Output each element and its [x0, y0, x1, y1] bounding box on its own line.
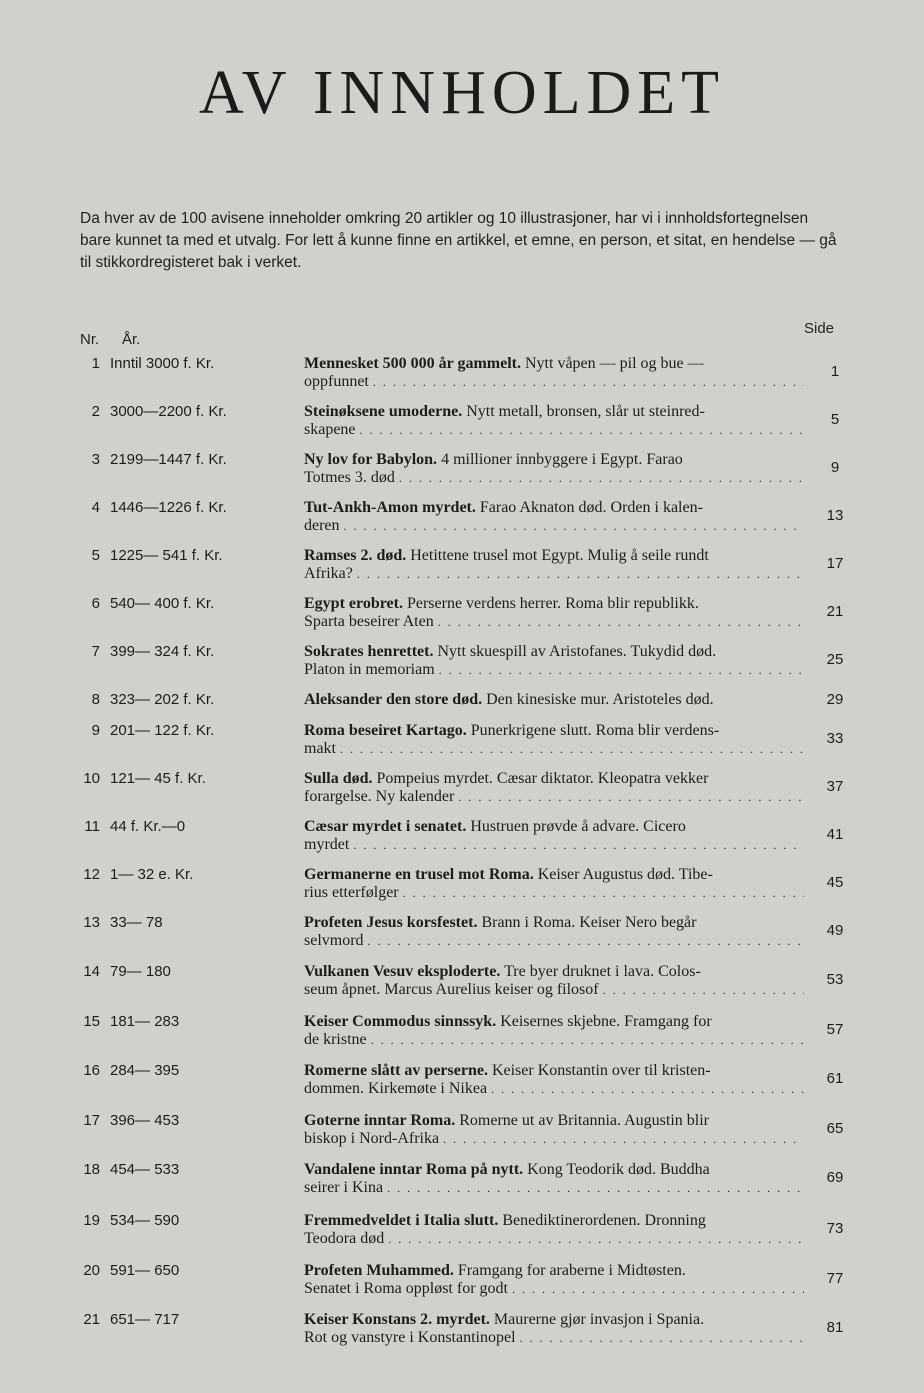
entry-page-number: 29 — [826, 691, 844, 708]
entry-number: 16 — [83, 1062, 100, 1079]
entry-description: Den kinesiske mur. Aristoteles død. — [482, 691, 714, 708]
entry-year: 284— 395 — [110, 1062, 180, 1079]
column-header-year: År. — [122, 331, 141, 348]
entry-line-1 — [304, 355, 804, 373]
entry-number: 11 — [84, 818, 100, 835]
leader-dots — [520, 1329, 804, 1347]
entry-number: 4 — [91, 499, 100, 516]
entry-description: Kong Teodorik død. Buddha — [523, 1161, 710, 1178]
toc-entry — [0, 355, 924, 403]
entry-line-1 — [304, 1161, 804, 1179]
entry-page-number: 61 — [826, 1070, 844, 1087]
entry-line-2 — [304, 1329, 804, 1347]
entry-line-1 — [304, 451, 804, 469]
entry-line-1 — [304, 403, 804, 421]
entry-text — [304, 1062, 804, 1098]
toc-entry — [0, 403, 924, 451]
entry-headline: Ramses 2. død. — [304, 547, 407, 564]
toc-entry — [0, 499, 924, 547]
toc-entry — [0, 866, 924, 914]
entry-number: 14 — [83, 963, 100, 980]
entry-line-1 — [304, 866, 804, 884]
leader-dots — [439, 661, 804, 679]
entry-text — [304, 691, 804, 709]
entry-description: Punerkrigene slutt. Roma blir verdens- — [466, 722, 720, 739]
entry-year: Inntil 3000 f. Kr. — [110, 355, 215, 372]
entry-page-number: 77 — [826, 1270, 844, 1287]
entry-continuation: Afrika? — [304, 565, 353, 582]
entry-headline: Tut-Ankh-Amon myrdet. — [304, 499, 476, 516]
leader-dots — [388, 1230, 804, 1248]
entry-number: 6 — [91, 595, 100, 612]
entry-number: 12 — [83, 866, 100, 883]
entry-year: 2199—1447 f. Kr. — [110, 451, 227, 468]
entry-line-1 — [304, 963, 804, 981]
entry-line-2 — [304, 884, 804, 902]
entry-line-1 — [304, 547, 804, 565]
entry-line-2 — [304, 1031, 804, 1049]
entry-line-2 — [304, 740, 804, 758]
entry-line-1 — [304, 1112, 804, 1130]
toc-entry — [0, 1262, 924, 1310]
entry-headline: Sulla død. — [304, 770, 373, 787]
entry-page-number: 73 — [826, 1220, 844, 1237]
toc-entry — [0, 1161, 924, 1209]
entry-continuation: Platon in memoriam — [304, 661, 435, 678]
entry-page-number: 1 — [830, 363, 840, 380]
entry-page-number: 45 — [826, 874, 844, 891]
entry-year: 651— 717 — [110, 1311, 180, 1328]
leader-dots — [353, 836, 804, 854]
entry-page-number: 49 — [826, 922, 844, 939]
entry-headline: Sokrates henrettet. — [304, 643, 434, 660]
entry-description: Keiser Augustus død. Tibe- — [533, 866, 713, 883]
entry-headline: Vandalene inntar Roma på nytt. — [304, 1161, 524, 1178]
column-header-page: Side — [804, 320, 835, 337]
entry-line-2 — [304, 613, 804, 631]
entry-page-number: 69 — [826, 1169, 844, 1186]
entry-text — [304, 547, 804, 583]
toc-entry — [0, 818, 924, 866]
entry-line-1 — [304, 1062, 804, 1080]
entry-page-number: 41 — [826, 826, 844, 843]
entry-description: Nytt våpen — pil og bue — — [521, 355, 704, 372]
entry-continuation: seum åpnet. Marcus Aurelius keiser og filosof — [304, 981, 599, 998]
entry-continuation: dommen. Kirkemøte i Nikea — [304, 1080, 488, 1097]
entry-headline: Vulkanen Vesuv eksploderte. — [304, 963, 501, 980]
entry-text — [304, 643, 804, 679]
entry-year: 591— 650 — [110, 1262, 180, 1279]
entry-line-1 — [304, 1311, 804, 1329]
entry-description: 4 millioner innbyggere i Egypt. Farao — [437, 451, 683, 468]
entry-number: 20 — [83, 1262, 100, 1279]
entry-headline: Roma beseiret Kartago. — [304, 722, 467, 739]
leader-dots — [512, 1280, 804, 1298]
toc-entry — [0, 451, 924, 499]
entry-line-1 — [304, 1013, 804, 1031]
toc-entry — [0, 770, 924, 818]
entry-number: 21 — [83, 1311, 100, 1328]
entry-year: 399— 324 f. Kr. — [110, 643, 215, 660]
entry-line-2 — [304, 1130, 804, 1148]
leader-dots — [373, 373, 804, 391]
leader-dots — [357, 565, 804, 583]
entry-text — [304, 770, 804, 806]
entry-year: 540— 400 f. Kr. — [110, 595, 215, 612]
entry-year: 181— 283 — [110, 1013, 180, 1030]
leader-dots — [344, 517, 804, 535]
entry-description: Perserne verdens herrer. Roma blir republikk. — [402, 595, 699, 612]
entry-number: 19 — [83, 1212, 100, 1229]
entry-number: 9 — [91, 722, 100, 739]
entry-headline: Profeten Jesus korsfestet. — [304, 914, 478, 931]
entry-year: 1— 32 e. Kr. — [110, 866, 194, 883]
entry-text — [304, 1262, 804, 1298]
leader-dots — [458, 788, 804, 806]
toc-entry — [0, 722, 924, 770]
entry-page-number: 53 — [826, 971, 844, 988]
entry-continuation: seirer i Kina — [304, 1179, 384, 1196]
entry-year: 1446—1226 f. Kr. — [110, 499, 227, 516]
entry-year: 1225— 541 f. Kr. — [110, 547, 223, 564]
entry-year: 44 f. Kr.—0 — [110, 818, 186, 835]
entry-number: 18 — [83, 1161, 100, 1178]
entry-description: Keiser Konstantin over til kristen- — [487, 1062, 711, 1079]
entry-line-2 — [304, 1280, 804, 1298]
entry-headline: Goterne inntar Roma. — [304, 1112, 456, 1129]
entry-description: Hetittene trusel mot Egypt. Mulig å seile rundt — [406, 547, 709, 564]
leader-dots — [368, 932, 804, 950]
toc-entry — [0, 1013, 924, 1061]
leader-dots — [340, 740, 804, 758]
entry-line-1 — [304, 722, 804, 740]
entry-line-2 — [304, 788, 804, 806]
leader-dots — [387, 1179, 804, 1197]
entry-description: Farao Aknaton død. Orden i kalen- — [475, 499, 703, 516]
entry-continuation: oppfunnet — [304, 373, 369, 390]
entry-line-1 — [304, 1262, 804, 1280]
entry-text — [304, 1112, 804, 1148]
entry-headline: Ny lov for Babylon. — [304, 451, 438, 468]
entry-description: Nytt skuespill av Aristofanes. Tukydid død. — [433, 643, 717, 660]
entry-text — [304, 355, 804, 391]
entry-line-2 — [304, 836, 804, 854]
leader-dots — [371, 1031, 804, 1049]
toc-entry — [0, 1212, 924, 1260]
entry-page-number: 21 — [826, 603, 844, 620]
entry-page-number: 25 — [826, 651, 844, 668]
entry-line-1 — [304, 818, 804, 836]
entry-text — [304, 818, 804, 854]
entry-year: 396— 453 — [110, 1112, 180, 1129]
leader-dots — [438, 613, 804, 631]
entry-page-number: 81 — [826, 1319, 844, 1336]
entry-line-1 — [304, 914, 804, 932]
leader-dots — [603, 981, 804, 999]
leader-dots — [491, 1080, 804, 1098]
entry-text — [304, 1161, 804, 1197]
entry-description: Brann i Roma. Keiser Nero begår — [477, 914, 697, 931]
entry-line-2 — [304, 517, 804, 535]
entry-description: Tre byer druknet i lava. Colos- — [500, 963, 701, 980]
entry-text — [304, 1212, 804, 1248]
entry-number: 5 — [91, 547, 100, 564]
entry-text — [304, 914, 804, 950]
entry-page-number: 13 — [826, 507, 844, 524]
toc-entry — [0, 1112, 924, 1160]
leader-dots — [399, 469, 804, 487]
entry-year: 323— 202 f. Kr. — [110, 691, 215, 708]
entry-continuation: Teodora død — [304, 1230, 385, 1247]
entry-line-2 — [304, 1179, 804, 1197]
entry-headline: Romerne slått av perserne. — [304, 1062, 488, 1079]
entry-year: 79— 180 — [110, 963, 171, 980]
entry-page-number: 37 — [826, 778, 844, 795]
entry-year: 534— 590 — [110, 1212, 180, 1229]
entry-headline: Keiser Commodus sinnssyk. — [304, 1013, 497, 1030]
leader-dots — [360, 421, 804, 439]
entry-page-number: 9 — [830, 459, 840, 476]
entry-text — [304, 866, 804, 902]
entry-line-2 — [304, 661, 804, 679]
entry-text — [304, 722, 804, 758]
entry-number: 15 — [83, 1013, 100, 1030]
toc-entry — [0, 1062, 924, 1110]
entry-line-2 — [304, 469, 804, 487]
entry-text — [304, 451, 804, 487]
entry-continuation: Totmes 3. død — [304, 469, 395, 486]
entry-line-1 — [304, 1212, 804, 1230]
entry-description: Benediktinerordenen. Dronning — [498, 1212, 706, 1229]
entry-number: 3 — [91, 451, 100, 468]
entry-year: 121— 45 f. Kr. — [110, 770, 206, 787]
entry-headline: Cæsar myrdet i senatet. — [304, 818, 467, 835]
leader-dots — [403, 884, 804, 902]
entry-headline: Egypt erobret. — [304, 595, 403, 612]
entry-year: 201— 122 f. Kr. — [110, 722, 215, 739]
entry-headline: Steinøksene umoderne. — [304, 403, 463, 420]
entry-headline: Fremmedveldet i Italia slutt. — [304, 1212, 499, 1229]
toc-entry — [0, 914, 924, 962]
entry-line-2 — [304, 421, 804, 439]
column-header-number: Nr. — [80, 331, 100, 348]
entry-line-2 — [304, 1080, 804, 1098]
entry-line-1 — [304, 643, 804, 661]
toc-entry — [0, 595, 924, 643]
entry-continuation: Sparta beseirer Aten — [304, 613, 434, 630]
entry-year: 454— 533 — [110, 1161, 180, 1178]
page-title: AV INNHOLDET — [198, 59, 726, 127]
entry-headline: Mennesket 500 000 år gammelt. — [304, 355, 521, 372]
entry-text — [304, 499, 804, 535]
entry-number: 13 — [83, 914, 100, 931]
entry-description: Nytt metall, bronsen, slår ut steinred- — [462, 403, 705, 420]
entry-continuation: skapene — [304, 421, 356, 438]
entry-continuation: Senatet i Roma oppløst for godt — [304, 1280, 508, 1297]
entry-description: Framgang for araberne i Midtøsten. — [453, 1262, 686, 1279]
entry-line-2 — [304, 981, 804, 999]
entry-number: 17 — [83, 1112, 100, 1129]
entry-line-2 — [304, 932, 804, 950]
entry-line-2 — [304, 373, 804, 391]
entry-page-number: 57 — [826, 1021, 844, 1038]
entry-text — [304, 403, 804, 439]
entry-text — [304, 1311, 804, 1347]
entry-headline: Germanerne en trusel mot Roma. — [304, 866, 534, 883]
entry-number: 10 — [83, 770, 100, 787]
toc-entry — [0, 1311, 924, 1359]
entry-number: 2 — [91, 403, 100, 420]
entry-page-number: 5 — [830, 411, 840, 428]
entry-continuation: myrdet — [304, 836, 350, 853]
entry-text — [304, 595, 804, 631]
entry-headline: Keiser Konstans 2. myrdet. — [304, 1311, 490, 1328]
entry-line-1 — [304, 499, 804, 517]
entry-continuation: forargelse. Ny kalender — [304, 788, 455, 805]
entry-page-number: 65 — [826, 1120, 844, 1137]
entry-headline: Aleksander den store død. — [304, 691, 483, 708]
entry-description: Romerne ut av Britannia. Augustin blir — [455, 1112, 709, 1129]
entry-line-2 — [304, 565, 804, 583]
intro-paragraph: Da hver av de 100 avisene inneholder omkring 20 artikler og 10 illustrasjoner, har vi i innholdsfortegnelsen bare kunnet ta med et utvalg. For lett å kunne finne en artikkel, et emne, en person, et sitat, en hendelse — gå til stikkordregisteret bak i verket. — [80, 210, 837, 271]
entry-headline: Profeten Muhammed. — [304, 1262, 454, 1279]
entry-description: Hustruen prøvde å advare. Cicero — [466, 818, 686, 835]
entry-number: 8 — [91, 691, 100, 708]
entry-line-2 — [304, 1230, 804, 1248]
toc-entry — [0, 547, 924, 595]
toc-entry — [0, 643, 924, 691]
entry-description: Pompeius myrdet. Cæsar diktator. Kleopatra vekker — [372, 770, 709, 787]
entry-year: 33— 78 — [110, 914, 163, 931]
leader-dots — [443, 1130, 804, 1148]
entry-line-1 — [304, 595, 804, 613]
entry-continuation: Rot og vanstyre i Konstantinopel — [304, 1329, 516, 1346]
entry-line-1 — [304, 770, 804, 788]
entry-line-1 — [304, 691, 804, 709]
entry-continuation: selvmord — [304, 932, 364, 949]
entry-continuation: rius etterfølger — [304, 884, 399, 901]
entry-continuation: biskop i Nord-Afrika — [304, 1130, 440, 1147]
entry-continuation: makt — [304, 740, 336, 757]
entry-page-number: 17 — [826, 555, 844, 572]
toc-entry — [0, 963, 924, 1011]
entry-text — [304, 1013, 804, 1049]
entry-number: 7 — [91, 643, 100, 660]
entry-page-number: 33 — [826, 730, 844, 747]
entry-text — [304, 963, 804, 999]
entry-description: Maurerne gjør invasjon i Spania. — [489, 1311, 705, 1328]
entry-description: Keisernes skjebne. Framgang for — [496, 1013, 712, 1030]
entry-continuation: de kristne — [304, 1031, 367, 1048]
entry-continuation: deren — [304, 517, 340, 534]
entry-year: 3000—2200 f. Kr. — [110, 403, 227, 420]
entry-number: 1 — [91, 355, 100, 372]
